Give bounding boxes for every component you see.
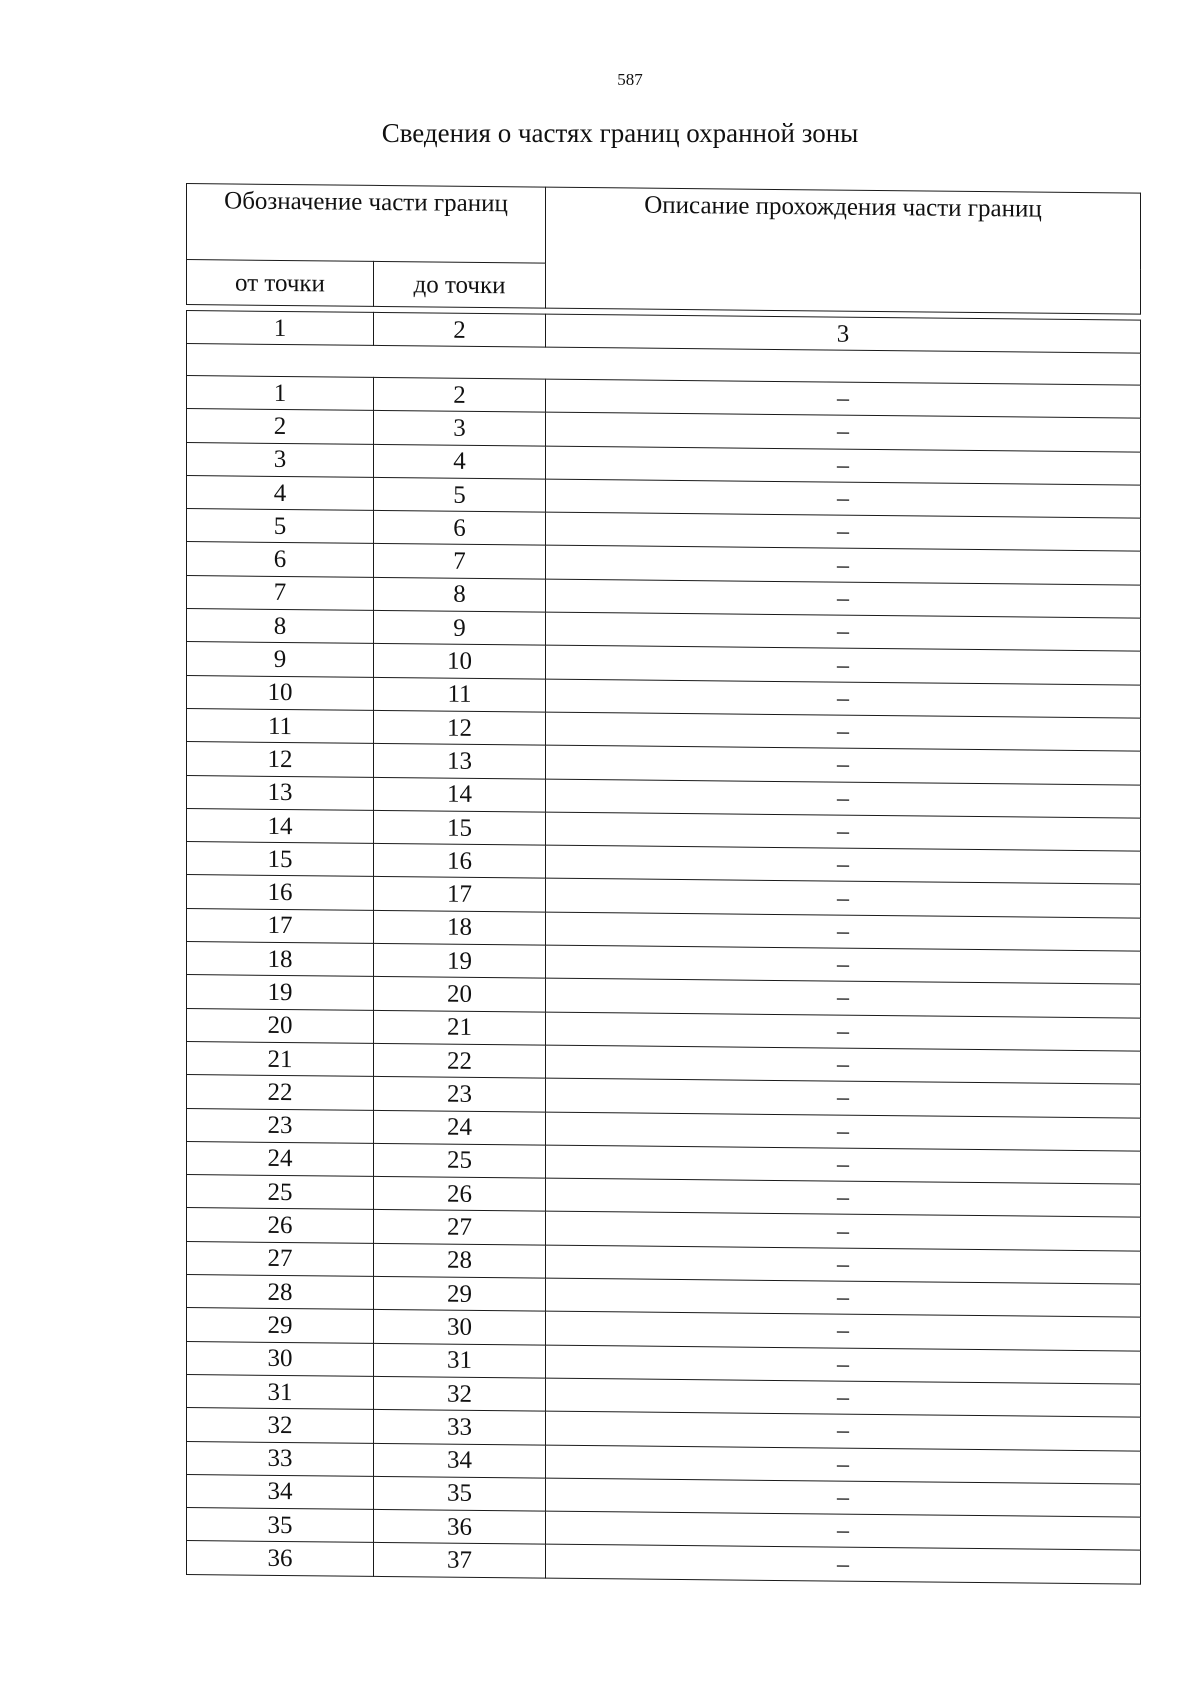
from-point-cell: 3 [187,442,374,477]
to-point-cell: 7 [374,544,546,579]
to-point-cell: 6 [374,511,546,546]
from-point-cell: 19 [187,975,374,1010]
to-point-cell: 2 [374,377,546,412]
from-point-cell: 21 [187,1041,374,1076]
from-point-cell: 27 [187,1241,374,1276]
from-point-cell: 30 [187,1341,374,1376]
to-point-cell: 23 [374,1077,546,1112]
description-cell: – [546,1078,1141,1117]
to-point-cell: 25 [374,1143,546,1178]
description-cell: – [546,479,1141,518]
description-cell: – [546,912,1141,951]
to-point-cell: 29 [374,1276,546,1311]
to-point-cell: 18 [374,910,546,945]
from-point-cell: 25 [187,1175,374,1210]
to-point-cell: 22 [374,1043,546,1078]
from-point-cell: 18 [187,942,374,977]
header-from-point: от точки [187,260,374,307]
to-point-cell: 36 [374,1509,546,1544]
from-point-cell: 20 [187,1008,374,1043]
description-cell: – [546,812,1141,851]
to-point-cell: 30 [374,1310,546,1345]
description-cell: – [546,1445,1141,1484]
description-cell: – [546,379,1141,418]
description-cell: – [546,1278,1141,1317]
description-cell: – [546,679,1141,718]
from-point-cell: 5 [187,509,374,544]
to-point-cell: 3 [374,411,546,446]
description-cell: – [546,446,1141,485]
to-point-cell: 10 [374,644,546,679]
from-point-cell: 33 [187,1441,374,1476]
to-point-cell: 28 [374,1243,546,1278]
column-number-2: 2 [374,312,546,347]
from-point-cell: 10 [187,675,374,710]
description-cell: – [546,579,1141,618]
to-point-cell: 31 [374,1343,546,1378]
to-point-cell: 35 [374,1476,546,1511]
to-point-cell: 20 [374,977,546,1012]
description-cell: – [546,845,1141,884]
to-point-cell: 14 [374,777,546,812]
from-point-cell: 13 [187,775,374,810]
description-cell: – [546,1345,1141,1384]
description-cell: – [546,546,1141,585]
description-cell: – [546,978,1141,1017]
boundary-parts-table [186,183,1141,1584]
description-cell: – [546,1178,1141,1217]
from-point-cell: 4 [187,475,374,510]
description-cell: – [546,1411,1141,1450]
description-cell: – [546,745,1141,784]
description-cell: – [546,1012,1141,1051]
page-number: 587 [617,70,643,89]
from-point-cell: 29 [187,1308,374,1343]
table-body [187,184,1141,1584]
to-point-cell: 24 [374,1110,546,1145]
to-point-cell: 17 [374,877,546,912]
from-point-cell: 7 [187,575,374,610]
from-point-cell: 1 [187,376,374,411]
to-point-cell: 26 [374,1177,546,1212]
to-point-cell: 8 [374,577,546,612]
from-point-cell: 15 [187,842,374,877]
from-point-cell: 9 [187,642,374,677]
to-point-cell: 5 [374,477,546,512]
to-point-cell: 11 [374,677,546,712]
to-point-cell: 33 [374,1410,546,1445]
description-cell: – [546,512,1141,551]
from-point-cell: 34 [187,1474,374,1509]
description-cell: – [546,1511,1141,1550]
header-designation: Обозначение части границ [187,184,546,264]
to-point-cell: 34 [374,1443,546,1478]
description-cell: – [546,412,1141,451]
column-number-1: 1 [187,311,374,346]
to-point-cell: 12 [374,710,546,745]
to-point-cell: 15 [374,810,546,845]
description-cell: – [546,712,1141,751]
header-description: Описание прохождения части границ [546,187,1141,314]
description-cell: – [546,945,1141,984]
description-cell: – [546,612,1141,651]
description-cell: – [546,1045,1141,1084]
to-point-cell: 27 [374,1210,546,1245]
description-cell: – [546,1378,1141,1417]
description-cell: – [546,1212,1141,1251]
boundary-parts-table-container [186,183,1140,1584]
from-point-cell: 22 [187,1075,374,1110]
description-cell: – [546,1311,1141,1350]
description-cell: – [546,1112,1141,1151]
from-point-cell: 24 [187,1141,374,1176]
to-point-cell: 19 [374,943,546,978]
from-point-cell: 17 [187,908,374,943]
description-cell: – [546,1545,1141,1584]
to-point-cell: 16 [374,844,546,879]
description-cell: – [546,646,1141,685]
from-point-cell: 8 [187,609,374,644]
from-point-cell: 2 [187,409,374,444]
from-point-cell: 28 [187,1275,374,1310]
header-to-point: до точки [374,261,546,308]
column-number-3: 3 [546,314,1141,353]
from-point-cell: 26 [187,1208,374,1243]
description-cell: – [546,1478,1141,1517]
description-cell: – [546,1245,1141,1284]
document-title: Сведения о частях границ охранной зоны [381,118,859,148]
description-cell: – [546,779,1141,818]
from-point-cell: 14 [187,808,374,843]
from-point-cell: 31 [187,1374,374,1409]
to-point-cell: 37 [374,1543,546,1578]
from-point-cell: 11 [187,708,374,743]
header-row [187,184,1141,270]
to-point-cell: 4 [374,444,546,479]
from-point-cell: 36 [187,1541,374,1576]
from-point-cell: 23 [187,1108,374,1143]
to-point-cell: 32 [374,1376,546,1411]
from-point-cell: 35 [187,1508,374,1543]
from-point-cell: 16 [187,875,374,910]
description-cell: – [546,879,1141,918]
from-point-cell: 32 [187,1408,374,1443]
from-point-cell: 6 [187,542,374,577]
to-point-cell: 21 [374,1010,546,1045]
from-point-cell: 12 [187,742,374,777]
to-point-cell: 13 [374,744,546,779]
description-cell: – [546,1145,1141,1184]
to-point-cell: 9 [374,610,546,645]
